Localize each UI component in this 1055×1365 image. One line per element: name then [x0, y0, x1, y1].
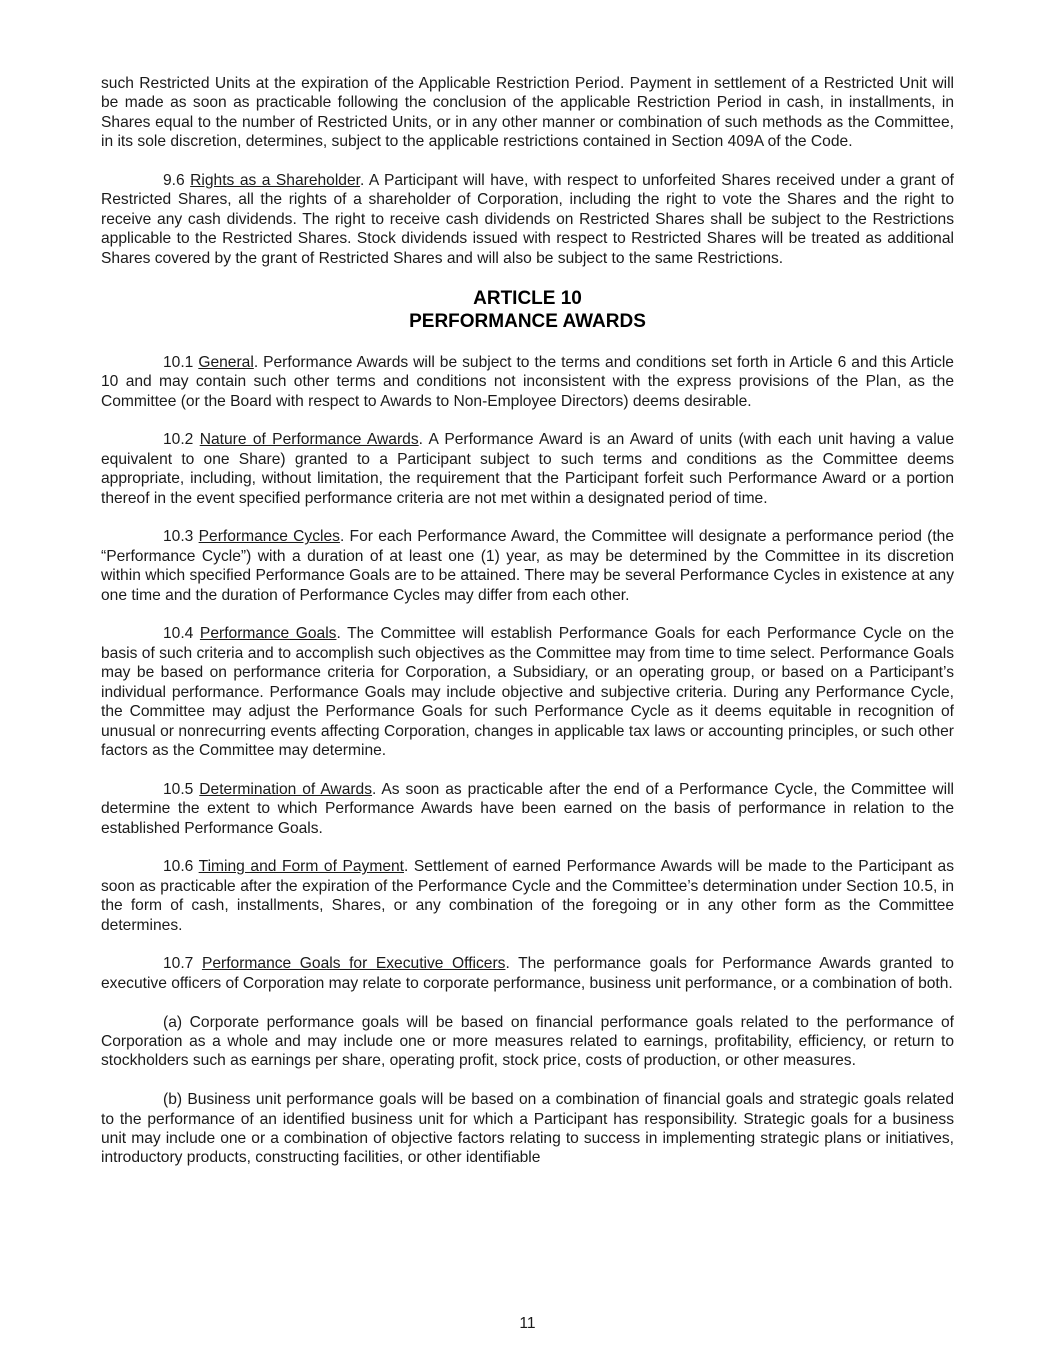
section-number: 10.7 [163, 955, 194, 973]
section-10-6 [101, 857, 954, 935]
section-heading: General [198, 353, 254, 371]
section-10-5 [101, 780, 954, 838]
section-heading: Nature of Performance Awards [199, 431, 419, 449]
paragraph-intro: such Restricted Units at the expiration of the Applicable Restriction Period. Payment in settlement of a Restricted Unit will be made as soon as practicable following the conclusion of the applicable Restriction Period in cash, in installments, in Shares equal to the number of Restricted Units, or in any other manner or combination of such methods as the Committee, in its sole discretion, determines, subject to the applicable restrictions contained in Section 409A of the Code. [101, 75, 954, 151]
section-body: . The performance goals for Performance Awards granted to executive officers of Corporation may relate to corporate performance, business unit performance, or a combination of both. [101, 955, 954, 992]
section-heading: Rights as a Shareholder [190, 172, 360, 190]
page-number: 11 [519, 1315, 536, 1332]
section-number: 10.1 [163, 353, 194, 371]
section-number: 10.3 [163, 528, 194, 546]
section-number: 9.6 [163, 172, 185, 190]
article-number: ARTICLE 10 [473, 288, 582, 310]
section-body: . A Performance Award is an Award of units (with each unit having a value equivalent to one Share) granted to a Participant subject to such terms and conditions as the Committee deems appropriate, including, without limitation, the requirement that the Participant forfeit such Performance Award or a portion thereof in the event specified performance criteria are not met within a designated period of time. [101, 431, 954, 507]
section-9-6 [101, 171, 954, 268]
section-heading: Timing and Form of Payment [198, 858, 404, 876]
section-number: 10.4 [163, 625, 194, 643]
section-10-1 [101, 353, 954, 411]
section-number: 10.2 [163, 431, 194, 449]
section-number: 10.6 [163, 858, 194, 876]
section-body: . The Committee will establish Performance Goals for each Performance Cycle on the basis of such criteria and to accomplish such objectives as the Committee may from time to time select. Performance Goals may be based on performance criteria for Corporation, a Subsidiary, or an operating group, or based on a Participant’s individual performance. Performance Goals may include objective and subjective criteria. During any Performance Cycle, the Committee may adjust the Performance Goals for such Performance Cycle as it deems equitable in recognition of unusual or nonrecurring events affecting Corporation, changes in applicable tax laws or accounting principles, or such other factors as the Committee may determine. [101, 625, 954, 759]
section-body: . Performance Awards will be subject to the terms and conditions set forth in Article 6 and this Article 10 and may contain such other terms and conditions not inconsistent with the express provisions of the Plan, as the Committee (or the Board with respect to Awards to Non-Employee Directors) deems desirable. [101, 353, 954, 410]
section-body: . For each Performance Award, the Committee will designate a performance period (the “Performance Cycle”) with a duration of at least one (1) year, as may be determined by the Committee in its discretion within which specified Performance Goals are to be attained. There may be several Performance Cycles in existence at any one time and the duration of Performance Cycles may differ from each other. [101, 528, 955, 604]
section-heading: Performance Cycles [198, 528, 340, 546]
section-body: . As soon as practicable after the end of a Performance Cycle, the Committee will determine the extent to which Performance Awards have been earned on the basis of performance in relation to the established Performance Goals. [101, 780, 954, 837]
section-10-4 [101, 624, 954, 760]
section-10-7 [101, 954, 954, 993]
section-heading: Performance Goals [199, 625, 337, 643]
section-10-2 [101, 430, 954, 508]
subsection-10-7-a: (a) Corporate performance goals will be based on financial performance goals related to the performance of Corporation as a whole and may include one or more measures related to earnings, profitability, efficiency, or return to stockholders such as earnings per share, operating profit, stock price, costs of production, or other measures. [101, 1013, 954, 1070]
section-heading: Performance Goals for Executive Officers [201, 955, 506, 973]
section-body: . Settlement of earned Performance Awards will be made to the Participant as soon as practicable after the expiration of the Performance Cycle and the Committee’s determination under Section 10.5, in the form of cash, installments, Shares, or any combination of the foregoing or in any other form as the Committee determines. [101, 858, 954, 934]
section-10-3 [101, 527, 954, 605]
document-page [101, 74, 954, 1187]
article-heading [101, 287, 954, 333]
section-body: . A Participant will have, with respect to unforfeited Shares received under a grant of Restricted Shares, all the rights of a shareholder of Corporation, including the right to vote the Shares and the right to receive any cash dividends. The right to receive cash dividends on Restricted Shares shall be subject to the Restrictions applicable to the Restricted Shares. Stock dividends issued with respect to Restricted Shares will be treated as additional Shares covered by the grant of Restricted Shares and will also be subject to the same Restrictions. [101, 172, 955, 267]
section-number: 10.5 [163, 780, 194, 798]
subsection-10-7-b: (b) Business unit performance goals will be based on a combination of financial goals and strategic goals related to the performance of an identified business unit for which a Participant has responsibility. Strategic goals for a business unit may include one or a combination of objective factors relating to success in implementing strategic plans or initiatives, introductory products, constructing facilities, or other identifiable [101, 1091, 954, 1167]
article-title: PERFORMANCE AWARDS [409, 311, 646, 333]
section-heading: Determination of Awards [199, 780, 373, 798]
